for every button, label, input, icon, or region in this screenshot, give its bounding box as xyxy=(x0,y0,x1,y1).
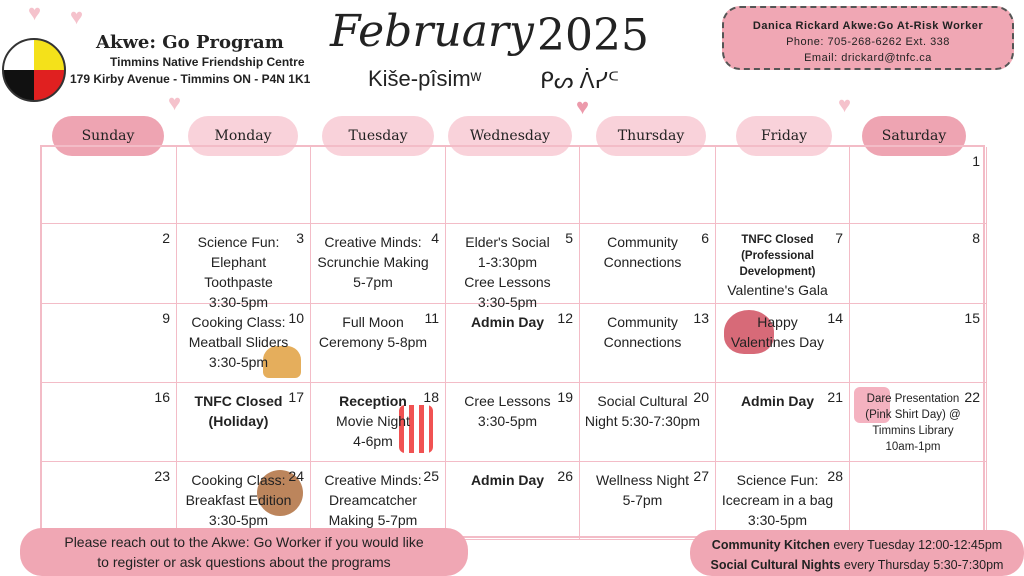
day-header-friday: Friday xyxy=(736,116,832,156)
event-text: Valentines Day xyxy=(730,334,825,350)
event-text: 3:30-5pm xyxy=(208,294,269,310)
day-header-sunday: Sunday xyxy=(52,116,164,156)
event-text: Connections xyxy=(603,334,682,350)
event-text: Movie Night xyxy=(336,413,410,429)
org-name: Timmins Native Friendship Centre xyxy=(110,55,305,69)
day-number: 10 xyxy=(288,310,304,326)
event-text: 5-7pm xyxy=(353,274,393,290)
heart-icon: ♥ xyxy=(70,4,84,29)
day-cell-26 xyxy=(446,462,580,540)
event-text: Wellness Night xyxy=(595,472,690,488)
event-text: (Professional xyxy=(741,250,814,262)
day-number: 17 xyxy=(288,389,304,405)
day-number: 28 xyxy=(827,468,843,484)
day-header-saturday: Saturday xyxy=(862,116,966,156)
day-cell-21 xyxy=(716,383,850,462)
event-text: 3:30-5pm xyxy=(477,413,538,429)
day-cell-19 xyxy=(446,383,580,462)
event-text: Cooking Class: xyxy=(191,472,286,488)
event-text: Cooking Class: xyxy=(191,314,286,330)
event-text: Dare Presentation xyxy=(866,393,960,405)
day-cell-5 xyxy=(446,224,580,310)
event-text: Ceremony 5-8pm xyxy=(318,334,428,350)
day-cell-1 xyxy=(850,147,987,224)
day-number: 27 xyxy=(693,468,709,484)
day-number: 21 xyxy=(827,389,843,405)
day-number: 23 xyxy=(154,468,170,484)
social-nights-label: Social Cultural Nights xyxy=(710,558,841,572)
event-text: Night 5:30-7:30pm xyxy=(584,413,701,429)
event-text: 1-3:30pm xyxy=(477,254,538,270)
day-number: 22 xyxy=(964,389,980,405)
footer-note xyxy=(20,528,468,576)
day-cell-15 xyxy=(850,304,987,383)
event-text: Making 5-7pm xyxy=(328,512,418,528)
day-number: 9 xyxy=(162,310,170,326)
empty-cell xyxy=(311,147,446,224)
event-text: Creative Minds: xyxy=(324,234,422,250)
day-cell-3 xyxy=(177,224,311,310)
heart-icon: ♥ xyxy=(28,0,42,25)
event-text: (Pink Shirt Day) @ xyxy=(865,409,961,421)
day-number: 3 xyxy=(296,230,304,246)
event-text: Valentine's Gala xyxy=(727,282,828,298)
day-cell-14 xyxy=(716,304,850,383)
event-text: Admin Day xyxy=(740,393,815,409)
day-cell-9 xyxy=(42,304,177,383)
event-text: Icecream in a bag xyxy=(721,492,834,508)
day-number: 19 xyxy=(557,389,573,405)
day-number: 15 xyxy=(964,310,980,326)
day-number: 16 xyxy=(154,389,170,405)
contact-box xyxy=(722,6,1014,70)
empty-cell xyxy=(716,147,850,224)
event-text: Full Moon xyxy=(342,314,404,330)
day-cell-2 xyxy=(42,224,177,304)
contact-name: Danica Rickard Akwe:Go At-Risk Worker xyxy=(752,20,984,32)
event-text: Meatball Sliders xyxy=(188,334,289,350)
empty-cell xyxy=(850,462,987,540)
community-kitchen-label: Community Kitchen xyxy=(711,538,830,552)
day-cell-4 xyxy=(311,224,446,304)
social-nights-time: every Thursday 5:30-7:30pm xyxy=(840,558,1004,572)
heart-icon: ♥ xyxy=(168,90,182,115)
year-title: 2025 xyxy=(537,10,649,61)
event-text: 3:30-5pm xyxy=(747,512,808,528)
event-text: Admin Day xyxy=(470,472,545,488)
empty-cell xyxy=(580,147,716,224)
event-text: 10am-1pm xyxy=(885,441,941,453)
day-number: 4 xyxy=(431,230,439,246)
day-number: 12 xyxy=(557,310,573,326)
day-number: 26 xyxy=(557,468,573,484)
event-text: Social Cultural xyxy=(597,393,688,409)
month-title: February xyxy=(330,6,534,57)
day-number: 5 xyxy=(565,230,573,246)
event-text: Happy xyxy=(757,314,798,330)
day-cell-13 xyxy=(580,304,716,383)
event-text: 4-6pm xyxy=(353,433,393,449)
event-text: (Holiday) xyxy=(208,413,269,429)
day-number: 2 xyxy=(162,230,170,246)
event-text: Dreamcatcher xyxy=(329,492,417,508)
day-cell-18 xyxy=(311,383,446,462)
event-text: Timmins Library xyxy=(872,425,954,437)
day-cell-28 xyxy=(716,462,850,540)
event-text: Science Fun: xyxy=(736,472,819,488)
event-text: Connections xyxy=(603,254,682,270)
syllabics-month: ᑭᔕ ᐲᓯᒼ xyxy=(540,68,620,93)
event-text: 3:30-5pm xyxy=(477,294,538,310)
empty-cell xyxy=(177,147,311,224)
footer-note-line2: to register or ask questions about the programs xyxy=(97,554,391,570)
day-header-thursday: Thursday xyxy=(596,116,706,156)
day-cell-6 xyxy=(580,224,716,304)
day-number: 25 xyxy=(423,468,439,484)
event-text: Elder's Social xyxy=(465,234,550,250)
day-number: 11 xyxy=(424,310,439,326)
event-text: Breakfast Edition xyxy=(185,492,292,508)
event-text: Creative Minds: xyxy=(324,472,422,488)
day-cell-12 xyxy=(446,304,580,383)
day-number: 20 xyxy=(693,389,709,405)
contact-phone: Phone: 705-268-6262 Ext. 338 xyxy=(786,36,950,48)
footer-note-line1: Please reach out to the Akwe: Go Worker if you would like xyxy=(64,534,424,550)
org-address: 179 Kirby Avenue - Timmins ON - P4N 1K1 xyxy=(70,72,311,86)
contact-email: Email: drickard@tnfc.ca xyxy=(804,52,932,64)
program-name: Akwe: Go Program xyxy=(96,32,284,53)
event-text: Community xyxy=(607,234,678,250)
friendship-centre-logo xyxy=(2,38,66,102)
day-cell-8 xyxy=(850,224,987,304)
day-cell-10 xyxy=(177,304,311,383)
day-cell-16 xyxy=(42,383,177,462)
day-header-wednesday: Wednesday xyxy=(448,116,572,156)
event-text: Science Fun: xyxy=(197,234,280,250)
cree-month: Kiše-pîsimʷ xyxy=(368,66,482,91)
heart-icon: ♥ xyxy=(838,92,852,117)
event-text: Admin Day xyxy=(470,314,545,330)
day-number: 24 xyxy=(288,468,304,484)
day-cell-11 xyxy=(311,304,446,383)
day-number: 6 xyxy=(701,230,709,246)
empty-cell xyxy=(446,147,580,224)
day-number: 1 xyxy=(972,153,980,169)
day-header-tuesday: Tuesday xyxy=(322,116,434,156)
event-text: Community xyxy=(607,314,678,330)
event-text: Development) xyxy=(739,266,816,278)
event-text: Reception xyxy=(339,393,407,409)
day-number: 7 xyxy=(835,230,843,246)
day-number: 13 xyxy=(693,310,709,326)
empty-cell xyxy=(42,147,177,224)
event-text: 3:30-5pm xyxy=(208,512,269,528)
event-text: Scrunchie Making xyxy=(317,254,429,270)
day-cell-17 xyxy=(177,383,311,462)
event-text: Cree Lessons xyxy=(464,274,551,290)
calendar-grid xyxy=(40,145,985,538)
heart-icon: ♥ xyxy=(576,94,590,119)
event-text: 5-7pm xyxy=(622,492,663,508)
day-number: 14 xyxy=(827,310,843,326)
day-cell-27 xyxy=(580,462,716,540)
community-kitchen-time: every Tuesday 12:00-12:45pm xyxy=(829,538,1003,552)
day-number: 8 xyxy=(972,230,980,246)
day-number: 18 xyxy=(423,389,439,405)
day-header-monday: Monday xyxy=(188,116,298,156)
event-text: Cree Lessons xyxy=(464,393,551,409)
event-text: 3:30-5pm xyxy=(208,354,269,370)
day-cell-20 xyxy=(580,383,716,462)
event-text: Elephant Toothpaste xyxy=(204,254,273,290)
event-text: TNFC Closed xyxy=(194,393,283,409)
recurring-programs xyxy=(690,530,1024,576)
day-cell-7 xyxy=(716,224,850,304)
event-text: TNFC Closed xyxy=(741,234,814,246)
day-cell-22 xyxy=(850,383,987,462)
